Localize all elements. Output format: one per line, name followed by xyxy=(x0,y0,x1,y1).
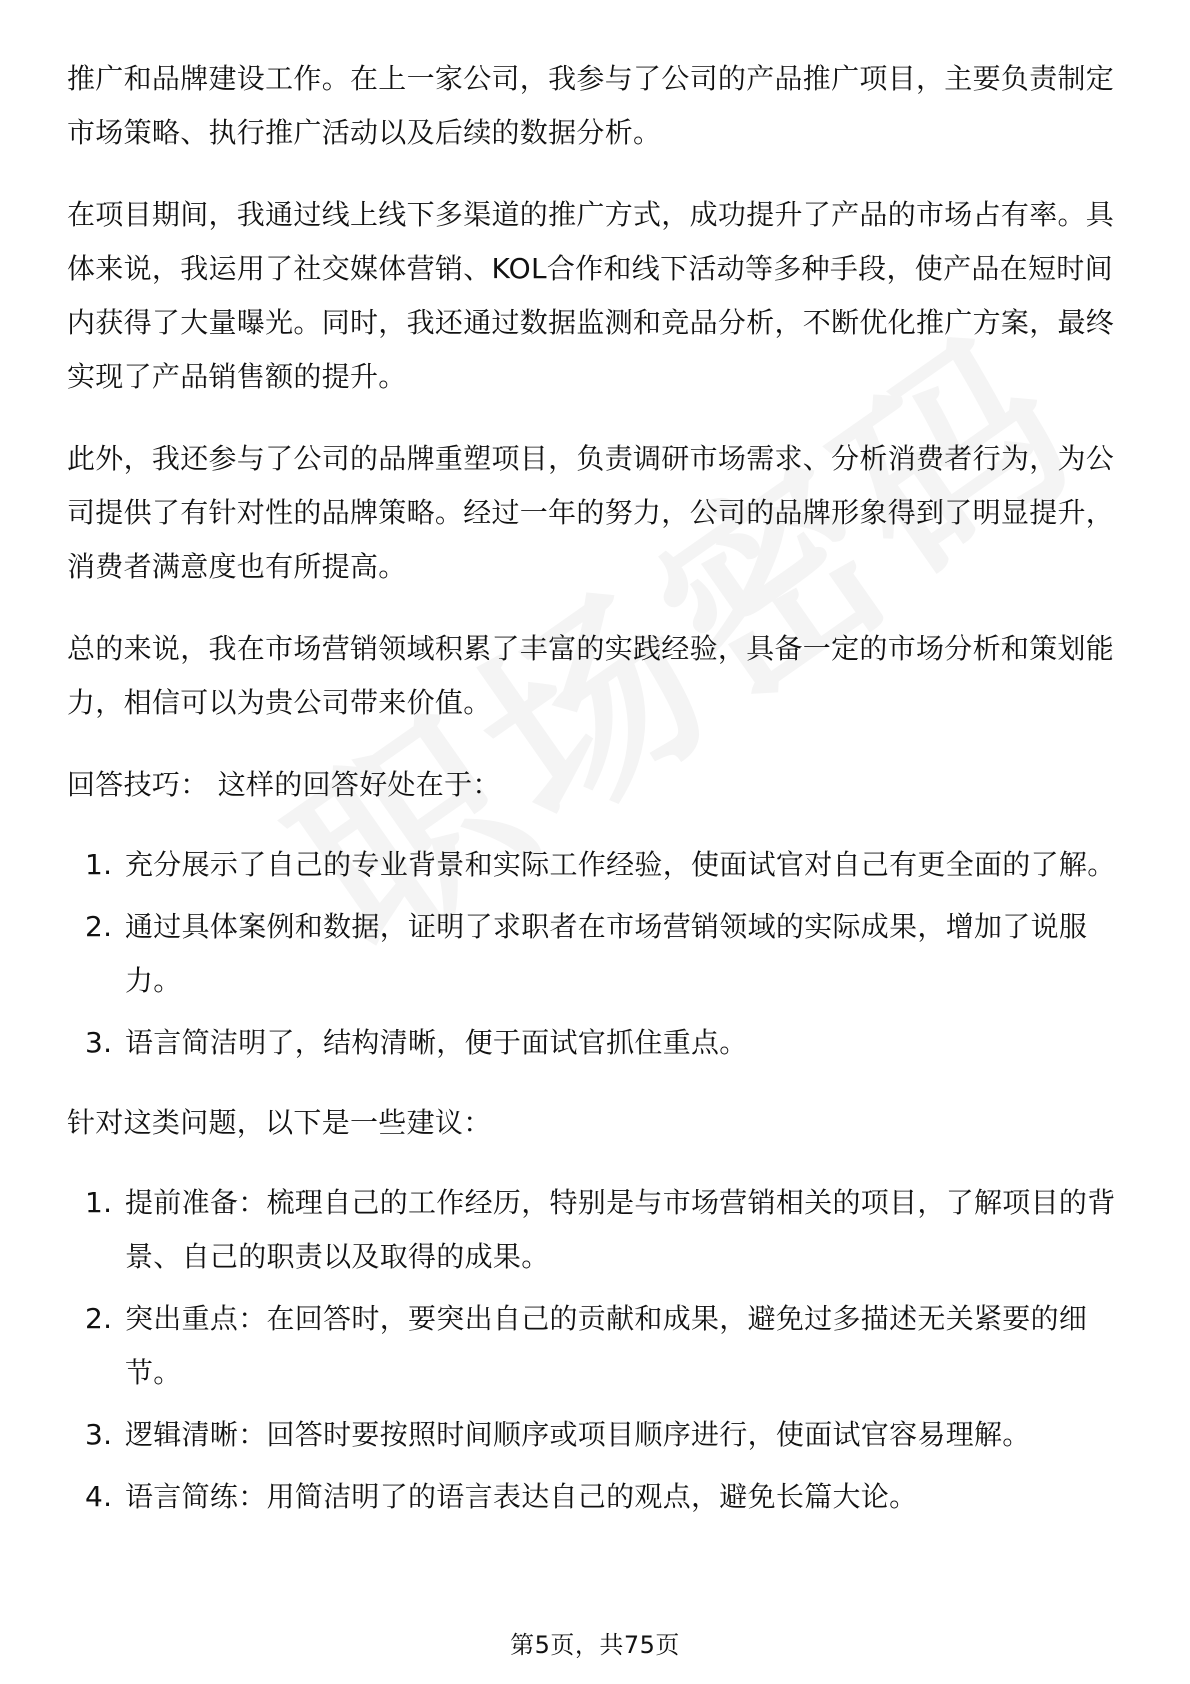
list-item-text: 突出重点：在回答时，要突出自己的贡献和成果，避免过多描述无关紧要的细节。 xyxy=(125,1302,1088,1389)
list-item xyxy=(67,1292,1127,1400)
list-number: 1. xyxy=(85,848,113,881)
list-number: 2. xyxy=(85,910,113,943)
paragraph-2: 在项目期间，我通过线上线下多渠道的推广方式，成功提升了产品的市场占有率。具体来说，我运用了社交媒体营销、KOL合作和线下活动等多种手段，使产品在短时间内获得了大量曝光。同时，我还通过数据监测和竞品分析，不断优化推广方案，最终实现了产品销售额的提升。 xyxy=(67,198,1115,393)
list-number: 2. xyxy=(85,1302,113,1335)
paragraph-3: 此外，我还参与了公司的品牌重塑项目，负责调研市场需求、分析消费者行为，为公司提供了有针对性的品牌策略。经过一年的努力，公司的品牌形象得到了明显提升，消费者满意度也有所提高。 xyxy=(67,442,1115,583)
list-item-text: 充分展示了自己的专业背景和实际工作经验，使面试官对自己有更全面的了解。 xyxy=(125,848,1116,881)
list-item xyxy=(67,1176,1127,1284)
list-number: 1. xyxy=(85,1186,113,1219)
tips-list xyxy=(67,838,1127,1070)
advice-list xyxy=(67,1176,1127,1524)
list-item xyxy=(67,1016,1127,1070)
paragraph-4: 总的来说，我在市场营销领域积累了丰富的实践经验，具备一定的市场分析和策划能力，相信可以为贵公司带来价值。 xyxy=(67,632,1115,719)
list-item xyxy=(67,1470,1127,1524)
list-item-text: 语言简练：用简洁明了的语言表达自己的观点，避免长篇大论。 xyxy=(125,1480,918,1513)
paragraph-1: 推广和品牌建设工作。在上一家公司，我参与了公司的产品推广项目，主要负责制定市场策略、执行推广活动以及后续的数据分析。 xyxy=(67,62,1115,149)
page-footer: 第5页，共75页 xyxy=(510,1631,680,1659)
tips-heading: 回答技巧： 这样的回答好处在于： xyxy=(67,768,501,801)
list-item-text: 逻辑清晰：回答时要按照时间顺序或项目顺序进行，使面试官容易理解。 xyxy=(125,1418,1031,1451)
list-number: 4. xyxy=(85,1480,113,1513)
list-item xyxy=(67,900,1127,1008)
advice-heading: 针对这类问题，以下是一些建议： xyxy=(67,1106,492,1139)
list-item xyxy=(67,1408,1127,1462)
list-item-text: 语言简洁明了，结构清晰，便于面试官抓住重点。 xyxy=(125,1026,748,1059)
list-number: 3. xyxy=(85,1026,113,1059)
list-number: 3. xyxy=(85,1418,113,1451)
list-item-text: 通过具体案例和数据，证明了求职者在市场营销领域的实际成果，增加了说服力。 xyxy=(125,910,1088,997)
list-item-text: 提前准备：梳理自己的工作经历，特别是与市场营销相关的项目，了解项目的背景、自己的职责以及取得的成果。 xyxy=(125,1186,1116,1273)
list-item xyxy=(67,838,1127,892)
document-body xyxy=(67,52,1127,1550)
